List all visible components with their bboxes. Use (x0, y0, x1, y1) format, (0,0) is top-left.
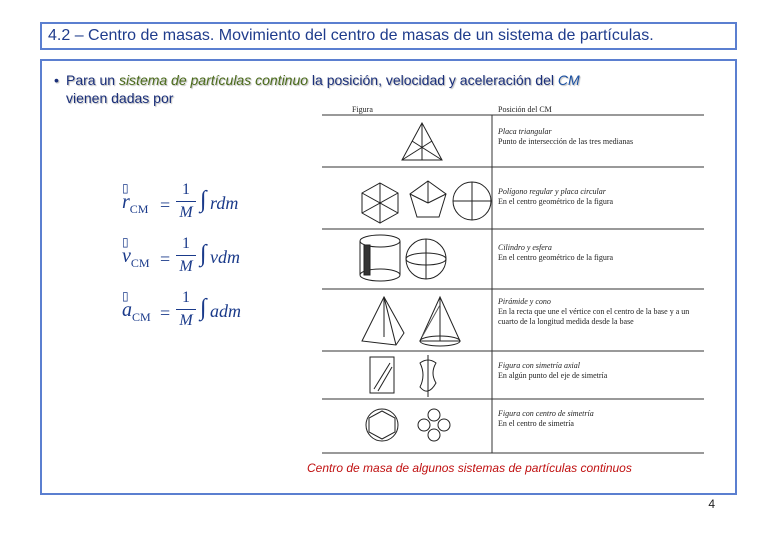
row-title: Cilindro y esfera (498, 243, 552, 252)
eq-num: 1 (182, 235, 190, 252)
bullet-lead: Para un (66, 72, 119, 88)
bullet-highlight-cm: CM (557, 72, 580, 88)
bullet-highlight-system: sistema de partículas continuo (118, 72, 309, 88)
bullet-mid: la posición, velocidad y aceleración del (308, 72, 558, 88)
row-title: Polígono regular y placa circular (498, 187, 606, 196)
pyramid-and-cone-drawings (362, 297, 460, 346)
figure-header-right: Posición del CM (498, 105, 552, 114)
eq-integrand: rdm (210, 193, 239, 213)
eq-lhs: a (122, 299, 132, 321)
polygon-and-circle-drawings (362, 181, 491, 223)
row-title: Figura con simetría axial (498, 361, 580, 370)
row-desc: En el centro geométrico de la figura (498, 253, 614, 262)
row-cylinder (498, 243, 698, 263)
row-title: Figura con centro de simetría (498, 409, 594, 418)
eq-sub: CM (132, 310, 151, 324)
eq-integrand: vdm (210, 247, 240, 267)
row-polygon (498, 187, 698, 207)
row-desc: En el centro de simetría (498, 419, 574, 428)
row-desc: En la recta que une el vértice con el centro de la base y a un cuarto de la longitud medida desde la base (498, 307, 690, 326)
page-number: 4 (708, 497, 715, 511)
eq-lhs: v (122, 245, 131, 267)
axial-symmetry-drawings (370, 355, 436, 397)
equation-position: ▯ $r_{CM}$ = 1 M ∫ rdm (122, 181, 239, 221)
eq-den: M (179, 258, 193, 275)
slide-title: 4.2 – Centro de masas. Movimiento del centro de masas de un sistema de partículas. (48, 27, 654, 44)
triangle-plate-drawing (402, 123, 442, 160)
eq-sub: CM (129, 202, 149, 216)
bullet-line2: vienen dadas por (66, 90, 174, 106)
figure-header-left: Figura (352, 105, 373, 114)
eq-num: 1 (182, 181, 190, 198)
row-title: Pirámide y cono (498, 297, 551, 306)
content-box (40, 59, 737, 511)
cylinder-and-sphere-drawings (360, 235, 446, 281)
eq-den: M (179, 312, 193, 329)
eq-num: 1 (182, 289, 190, 306)
equations (112, 181, 252, 343)
slide-title-box (40, 22, 737, 50)
bullet-marker: • (54, 72, 59, 88)
figure-drawings (322, 105, 704, 455)
row-axial (498, 361, 698, 381)
figure-caption: Centro de masa de algunos sistemas de partículas continuos (307, 461, 632, 475)
center-symmetry-drawings (366, 409, 450, 441)
equation-velocity: ▯ $v_{CM}$ = 1 M ∫ vdm (122, 235, 240, 275)
row-pyramid (498, 297, 702, 327)
eq-sub: CM (130, 256, 150, 270)
row-desc: En el centro geométrico de la figura (498, 197, 614, 206)
row-triangle (498, 127, 698, 147)
row-title: Placa triangular (498, 127, 552, 136)
eq-integrand: adm (210, 301, 241, 321)
row-center (498, 409, 698, 429)
center-of-mass-figure-table (322, 105, 704, 455)
equation-acceleration: ▯ $a_{CM}$ = 1 M ∫ adm (122, 289, 241, 329)
row-desc: En algún punto del eje de simetría (498, 371, 608, 380)
row-desc: Punto de intersección de las tres medianas (498, 137, 634, 146)
eq-den: M (179, 204, 193, 221)
eq-lhs: r (122, 191, 130, 213)
